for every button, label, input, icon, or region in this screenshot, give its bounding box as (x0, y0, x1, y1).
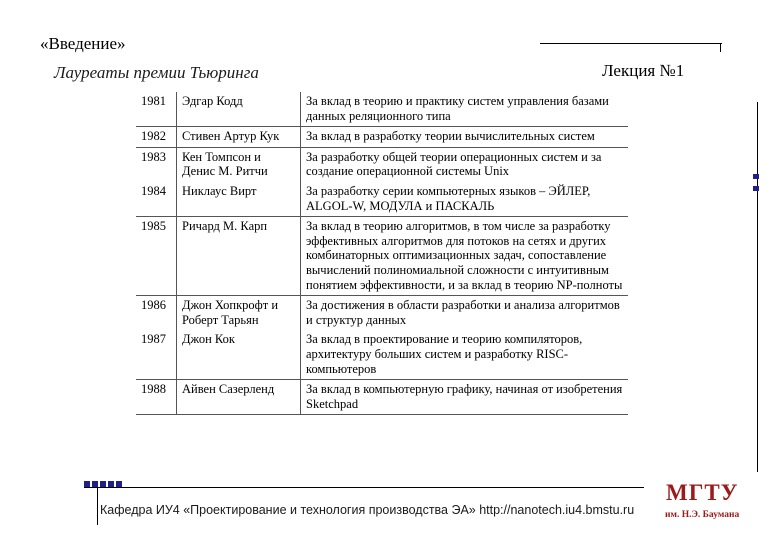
laureates-table (136, 92, 628, 415)
university-logo: МГТУ (666, 480, 739, 505)
year-cell: 1983 (136, 147, 177, 182)
footer-rule (84, 487, 644, 488)
year-cell: 1987 (136, 330, 177, 379)
name-cell: Джон Кок (177, 330, 301, 379)
table-row (136, 92, 628, 127)
year-cell: 1988 (136, 380, 177, 415)
description-cell: За разработку серии компьютерных языков – ЭЙЛЕР, ALGOL-W, МОДУЛА и ПАСКАЛЬ (301, 182, 629, 217)
description-cell: За достижения в области разработки и анализа алгоритмов и структур данных (306, 298, 620, 327)
right-marker (753, 174, 759, 179)
section-title: «Введение» (40, 34, 126, 53)
year-cell: 1984 (136, 182, 177, 217)
name-cell: Ричард М. Карп (177, 217, 301, 296)
year-cell: 1986 (136, 296, 177, 331)
table-row (136, 296, 628, 331)
table-row (136, 330, 628, 379)
name-cell: Никлаус Вирт (177, 182, 301, 217)
description-cell: За вклад в теорию и практику систем управления базами данных реляционного типа (301, 92, 629, 127)
header-rule (540, 43, 722, 44)
description-cell: За вклад в компьютерную графику, начиная от изобретения Sketchpad (301, 380, 629, 415)
footer-rule-vertical (97, 487, 98, 525)
description-cell: За вклад в теорию алгоритмов, в том числе за разработку эффективных алгоритмов для потоков на сетях и других комбинаторных оптимизационных задач, сопоставление вычислений полиномиальной сложности с интуитивным понятием эффективности, и за вклад в теорию NP-полноты (301, 217, 629, 296)
footer-department: Кафедра ИУ4 «Проектирование и технология производства ЭА» http://nanotech.iu4.bmstu.ru (100, 503, 635, 517)
name-cell: Джон Хопкрофт и Роберт Тарьян (177, 296, 301, 331)
university-logo-subtitle: им. Н.Э. Баумана (665, 510, 740, 520)
table-row (136, 380, 628, 415)
lecture-number: Лекция №1 (602, 61, 685, 80)
right-border-line (757, 102, 758, 472)
header-rule-tick (720, 43, 721, 52)
year-cell: 1981 (136, 92, 177, 127)
right-marker (753, 186, 759, 191)
table-row (136, 127, 628, 148)
name-cell: Стивен Артур Кук (177, 127, 301, 148)
table-row (136, 147, 628, 182)
name-cell: Кен Томпсон и Денис М. Ритчи (177, 147, 301, 182)
name-cell: Айвен Сазерленд (177, 380, 301, 415)
description-cell: За разработку общей теории операционных систем и за создание операционной системы Unix (306, 149, 602, 179)
description-cell: За вклад в разработку теории вычислительных систем (301, 127, 629, 148)
name-cell: Эдгар Кодд (177, 92, 301, 127)
description-cell: За вклад в проектирование и теорию компиляторов, архитектуру больших систем и разработку RISC-компьютеров (301, 330, 629, 379)
slide-subtitle: Лауреаты премии Тьюринга (54, 63, 259, 82)
table-row (136, 182, 628, 217)
table-row (136, 217, 628, 296)
year-cell: 1982 (136, 127, 177, 148)
year-cell: 1985 (136, 217, 177, 296)
